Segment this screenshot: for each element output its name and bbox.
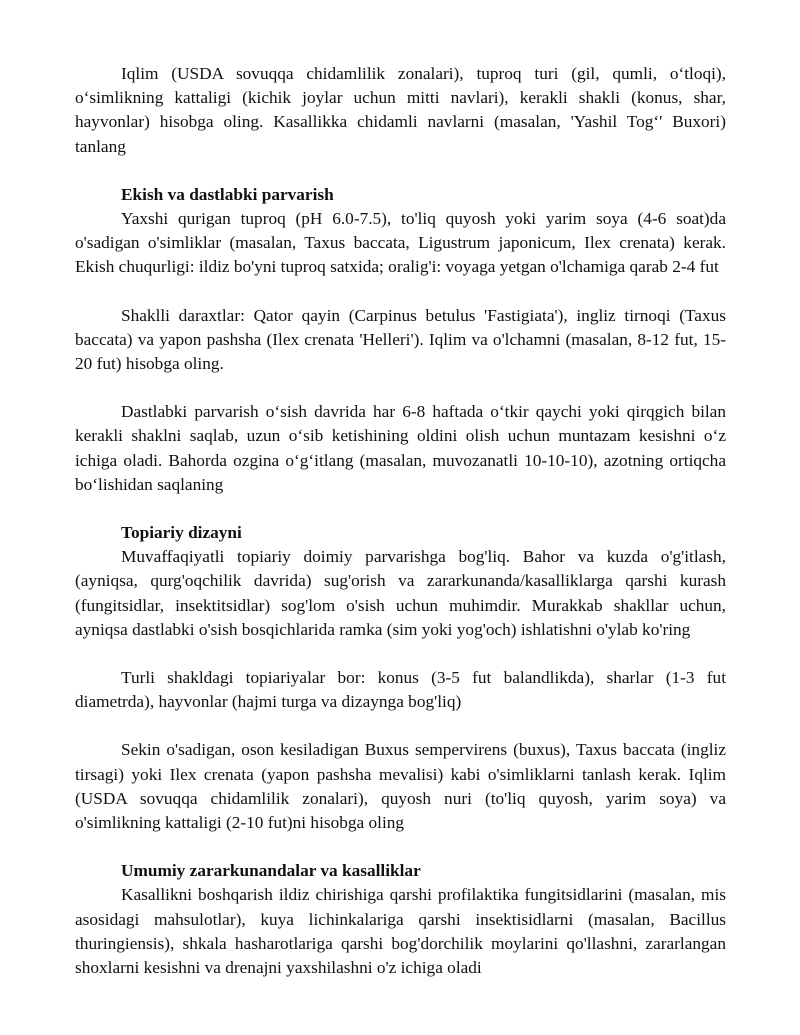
spacer	[75, 642, 726, 666]
intro-paragraph: Iqlim (USDA sovuqqa chidamlilik zonalari), tuproq turi (gil, qumli, o‘tloqi), o‘simlikning kattaligi (kichik joylar uchun mitti navlari), kerakli shakli (konus, shar, hayvonlar) hisobga oling. Kasallikka chidamli navlarni (masalan, 'Yashil Tog‘' Buxori) tanlang	[75, 64, 726, 156]
section-heading-pests: Umumiy zararkunandalar va kasalliklar	[121, 861, 421, 881]
spacer	[75, 497, 726, 521]
spacer	[75, 376, 726, 400]
planting-paragraph-1: Yaxshi qurigan tuproq (pH 6.0-7.5), to'liq quyosh yoki yarim soya (4-6 soat)da o'sadigan o'simliklar (masalan, Taxus baccata, Ligustrum japonicum, Ilex crenata) kerak. Ekish chuqurligi: ildiz bo'yni tuproq satxida; oralig'i: voyaga yetgan o'lchamiga qarab 2-4 fut	[75, 209, 726, 277]
spacer	[75, 280, 726, 304]
topiary-paragraph-2: Turli shakldagi topiariyalar bor: konus (3-5 fut balandlikda), sharlar (1-3 fut diametrda), hayvonlar (hajmi turga va dizaynga bog'liq)	[75, 668, 726, 712]
topiary-paragraph-1: Muvaffaqiyatli topiariy doimiy parvarishga bog'liq. Bahor va kuzda o'g'itlash, (ayniqsa, qurg'oqchilik davrida) sug'orish va zararkunanda/kasalliklarga qarshi kurash (fungitsidlar, insektitsidlar) sog'lom o'sish uchun muhimdir. Murakkab shakllar uchun, ayniqsa dastlabki o'sish bosqichlarida ramka (sim yoki yog'och) ishlatishni o'ylab ko'ring	[75, 547, 726, 639]
spacer	[75, 835, 726, 859]
section-heading-planting: Ekish va dastlabki parvarish	[121, 184, 334, 204]
planting-paragraph-2: Shaklli daraxtlar: Qator qayin (Carpinus betulus 'Fastigiata'), ingliz tirnoqi (Taxus baccata) va yapon pashsha (Ilex crenata 'Helleri'). Iqlim va o'lchamni (masalan, 8-12 fut, 15-20 fut) hisobga oling.	[75, 305, 726, 374]
document-page	[75, 62, 726, 980]
topiary-paragraph-3: Sekin o'sadigan, oson kesiladigan Buxus sempervirens (buxus), Taxus baccata (ingliz tirsagi) yoki Ilex crenata (yapon pashsha mevalisi) kabi o'simliklarni tanlash kerak. Iqlim (USDA sovuqqa chidamlilik zonalari), quyosh nuri (to'liq quyosh, yarim soya) va o'simlikning kattaligi (2-10 fut)ni hisobga oling	[75, 740, 726, 833]
spacer	[75, 159, 726, 183]
planting-paragraph-3: Dastlabki parvarish o‘sish davrida har 6-8 haftada o‘tkir qaychi yoki qirqgich bilan kerakli shaklni saqlab, uzun o‘sib ketishining oldini olish uchun muntazam kesishni o‘z ichiga oladi. Bahorda ozgina o‘g‘itlang (masalan, muvozanatli 10-10-10), azotning ortiqcha bo‘lishidan saqlaning	[75, 402, 726, 494]
pests-paragraph-1: Kasallikni boshqarish ildiz chirishiga qarshi profilaktika fungitsidlarini (masalan, mis asosidagi mahsulotlar), kuya lichinkalariga qarshi insektisidlarni (masalan, Bacillus thuringiensis), shkala hasharotlariga qarshi bog'dorchilik moylarini qo'llashni, zararlangan shoxlarni kesishni va drenajni yaxshilashni o'z ichiga oladi	[75, 885, 726, 978]
section-heading-topiary: Topiariy dizayni	[121, 523, 242, 543]
spacer	[75, 714, 726, 738]
